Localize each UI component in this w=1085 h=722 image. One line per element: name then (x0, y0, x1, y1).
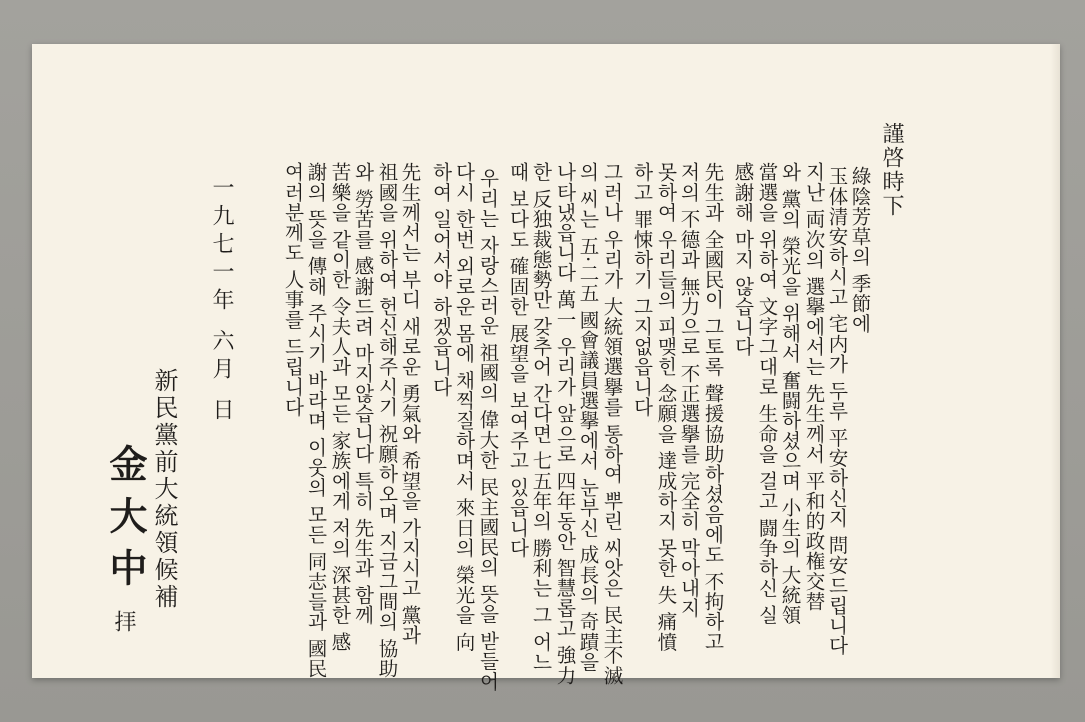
letter-line: 祖國을 위하여 헌신해주시기 祝願하오며 지금그間의 協助 (375, 162, 399, 679)
letter-line: 當選을 위하여 文字그대로 生命을 걸고 闘争하신 실 (755, 162, 779, 625)
letter-line: 綠陰芳草의 季節에 (848, 166, 872, 334)
letter-line: 와 勞苦를 感謝드려 마지않습니다 특히 先生과 함께 (351, 162, 375, 625)
letter-line: 苦樂을 같이한 令夫人과 모든 家族에게 저의 深甚한 感 (328, 162, 352, 652)
letter-line: 여러분께도 人事를 드립니다 (281, 162, 305, 417)
letter-line: 그러나 우리가 大統領選擧를 통하여 뿌린 씨앗은 民主不滅 (600, 162, 624, 686)
letter-line: 하여 일어서야 하겠읍니다 (429, 162, 453, 397)
letter-line: 하고 罪悚하기 그지없읍니다 (630, 162, 654, 417)
letter-line: 의 씨는 五·二五 國會議員選擧에서 눈부신 成長의 奇蹟을 (576, 162, 600, 672)
letter-line: 나타냈읍니다 萬一 우리가 앞으로 四年동안 智慧롭고 強力 (553, 162, 577, 686)
closing-mark: 拝 (111, 610, 136, 632)
letter-line: 저의 不德과 無力으로 不正選擧를 完全히 막아내지 (677, 162, 701, 619)
letter-line: 우리는 자랑스러운 祖國의 偉大한 民主國民의 뜻을 받들어 (476, 168, 500, 692)
letter-line: 한 反独裁態勢만 갖추어 간다면 七五年의 勝利는 그 어느 (529, 162, 553, 672)
letter-line: 先生과 全國民이 그토록 聲援協助하셨음에도 不拘하고 (701, 162, 725, 652)
sender-name: 金大中 (103, 444, 148, 600)
letter-sheet (32, 44, 1060, 692)
letter-line: 玉体清安하시고 宅内가 두루 平安하신지 問安드립니다 (825, 166, 849, 656)
letter-date: 一九七一年 六月 日 (209, 176, 234, 426)
letter-line: 先生께서는 부디 새로운 勇氣와 希望을 가지시고 黨과 (398, 162, 422, 645)
letter-line: 感謝해 마지 않습니다 (731, 162, 755, 357)
letter-line: 謝의 뜻을 傳해 주시기 바라며 이웃의 모든 同志들과 國民 (304, 162, 328, 679)
letter-line: 지난 両次의 選擧에서는 先生께서 平和的政権交替 (802, 162, 826, 612)
letter-line: 와 黨의 榮光을 위해서 奮闘하셨으며 小生의 大統領 (778, 162, 802, 625)
letter-line: 때 보다도 確固한 展望을 보여주고 있읍니다 (506, 162, 530, 558)
letter-line: 못하여 우리들의 피맺힌 念願을 達成하지 못한 失 痛憤 (654, 162, 678, 652)
sender-title: 新民黨前大統領候補 (150, 368, 178, 611)
salutation: 謹啓時下 (879, 122, 904, 218)
letter-line: 다시 한번 외로운 몸에 채찍질하며서 來日의 榮光을 向 (452, 162, 476, 652)
